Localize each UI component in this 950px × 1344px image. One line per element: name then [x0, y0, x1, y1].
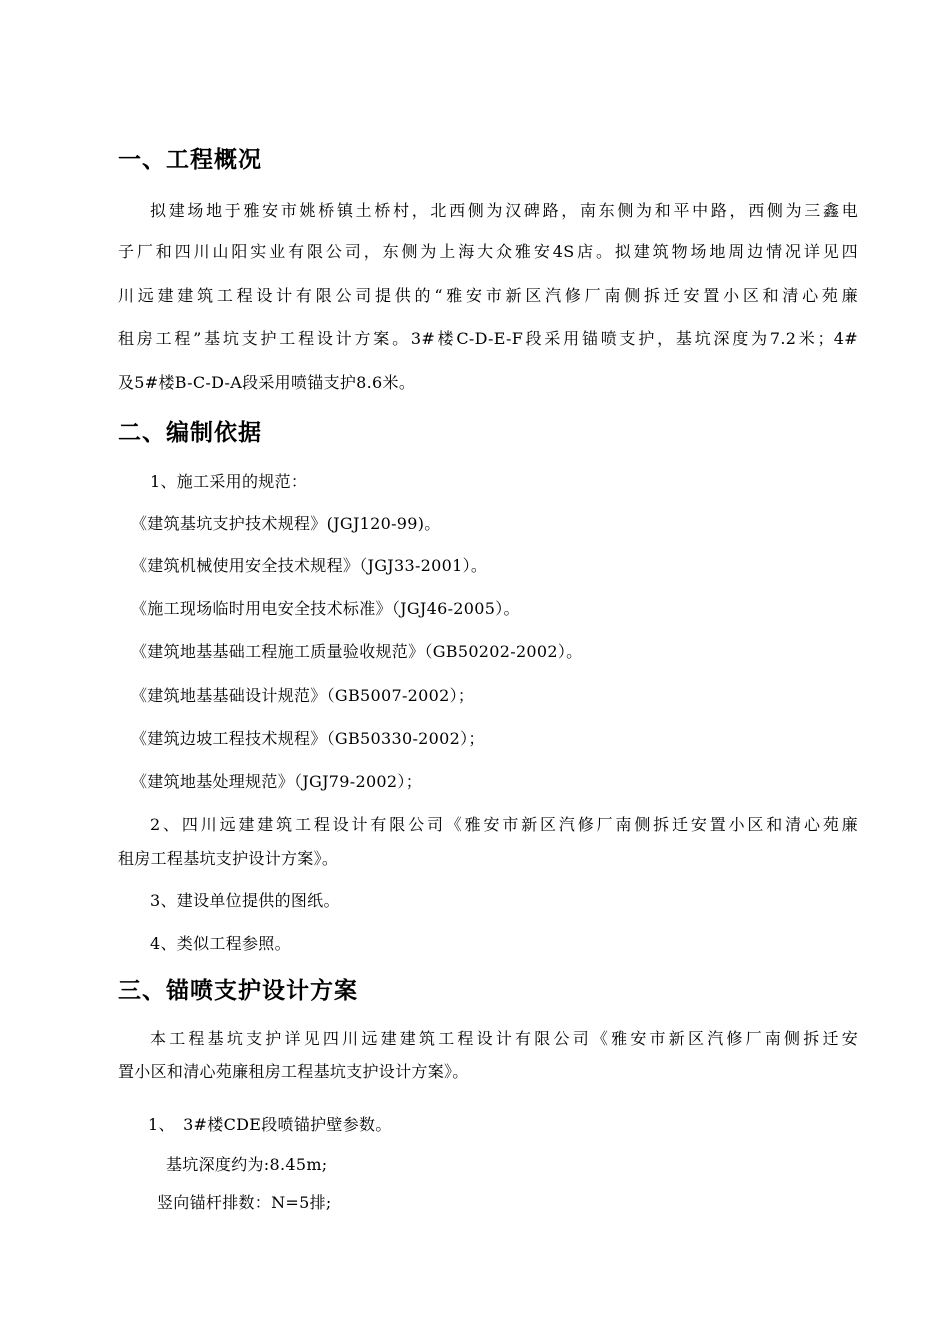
section-2-heading: 二、编制依据 — [118, 420, 262, 446]
section-1-line-5: 及5#楼B-C-D-A段采用喷锚支护8.6米。 — [118, 373, 416, 392]
standard-item: 《建筑机械使用安全技术规程》（JGJ33-2001）。 — [131, 556, 488, 575]
section-1-line-1: 拟建场地于雅安市姚桥镇土桥村，北西侧为汉碑路，南东侧为和平中路，西侧为三鑫电 — [150, 201, 858, 220]
standard-item: 《建筑地基基础设计规范》（GB5007-2002）； — [131, 686, 475, 705]
standard-item: 《建筑地基基础工程施工质量验收规范》（GB50202-2002）。 — [131, 642, 583, 661]
section-3-line-2: 置小区和清心苑廉租房工程基坑支护设计方案》。 — [118, 1062, 469, 1081]
standard-item: 《建筑边坡工程技术规程》（GB50330-2002）； — [131, 729, 485, 748]
standard-item: 《建筑基坑支护技术规程》(JGJ120-99)。 — [131, 514, 441, 533]
section-1-line-4: 租房工程”基坑支护工程设计方案。3#楼C-D-E-F段采用锚喷支护，基坑深度为7.2米；4# — [118, 329, 858, 348]
standard-item: 《建筑地基处理规范》（JGJ79-2002）； — [131, 772, 422, 791]
section-1-heading: 一、工程概况 — [118, 147, 262, 173]
pit-depth: 基坑深度约为:8.45m; — [166, 1155, 328, 1174]
section-3-heading: 三、锚喷支护设计方案 — [118, 978, 358, 1004]
design-sub-item-1: 1、 3#楼CDE段喷锚护壁参数。 — [148, 1115, 392, 1134]
section-1-line-2: 子厂和四川山阳实业有限公司，东侧为上海大众雅安4S店。拟建筑物场地周边情况详见四 — [118, 242, 858, 261]
standard-item: 《施工现场临时用电安全技术标准》（JGJ46-2005）。 — [131, 599, 520, 618]
basis-item-2-line-1: 2、四川远建建筑工程设计有限公司《雅安市新区汽修厂南侧拆迁安置小区和清心苑廉 — [150, 815, 858, 834]
anchor-rows: 竖向锚杆排数：N=5排; — [157, 1193, 332, 1212]
section-1-line-3: 川远建建筑工程设计有限公司提供的“雅安市新区汽修厂南侧拆迁安置小区和清心苑廉 — [118, 286, 858, 305]
basis-item-2-line-2: 租房工程基坑支护设计方案》。 — [118, 849, 339, 868]
basis-item-3: 3、建设单位提供的图纸。 — [150, 891, 340, 910]
basis-item-4: 4、类似工程参照。 — [150, 934, 291, 953]
basis-item-1: 1、施工采用的规范： — [150, 472, 308, 491]
section-3-line-1: 本工程基坑支护详见四川远建建筑工程设计有限公司《雅安市新区汽修厂南侧拆迁安 — [150, 1029, 858, 1048]
